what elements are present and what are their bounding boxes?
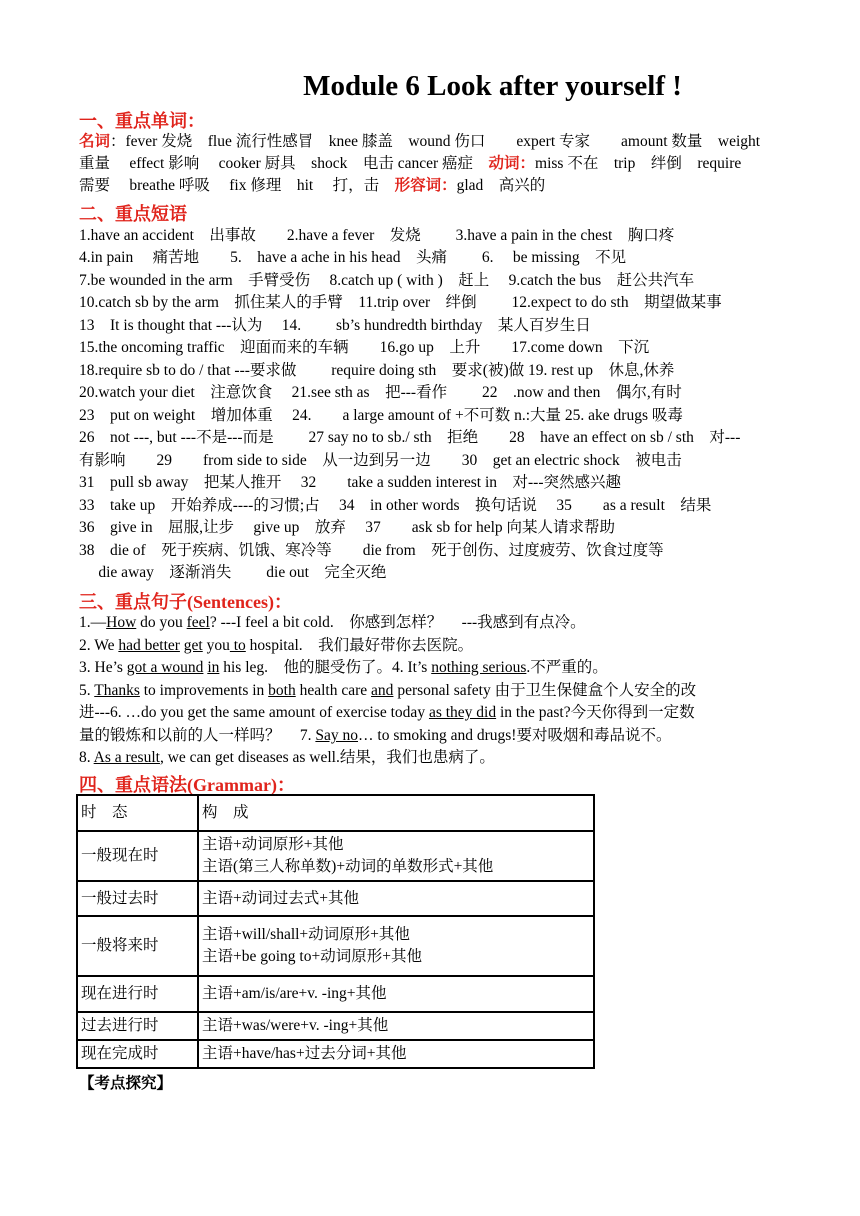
text: 量的锻炼和以前的人一样吗？ 7. [79, 727, 316, 744]
text: 2. We [79, 637, 119, 654]
structure-line: 主语+动词过去式+其他 [202, 889, 359, 907]
phrase-line: 31 pull sb away 把某人推开 32 take a sudden interest in 对---突然感兴趣 [79, 474, 621, 491]
text: … to smoking and drugs!要对吸烟和毒品说不。 [358, 727, 672, 744]
tense-cell: 一般过去时 [77, 881, 198, 916]
phrase-line: 13 It is thought that ---认为 14. sb’s hundredth birthday 某人百岁生日 [79, 317, 591, 334]
vocab-adjectives: glad 高兴的 [456, 177, 546, 194]
table-row [77, 976, 594, 1012]
grammar-table [76, 794, 595, 1069]
text: , we can get diseases as well.结果，我们也患病了。 [159, 749, 495, 766]
text: health care [295, 682, 372, 699]
sentence-line-7 [79, 747, 784, 769]
structure-cell [198, 831, 594, 881]
table-row [77, 916, 594, 976]
tense-cell: 一般现在时 [77, 831, 198, 881]
structure-cell [198, 976, 594, 1012]
phrase-line: 38 die of 死于疾病、饥饿、寒冷等 die from 死于创伤、过度疲劳、饮食过度等 [79, 542, 664, 559]
table-row [77, 881, 594, 916]
sentence-line-5 [79, 702, 784, 724]
underlined-text: and [371, 682, 394, 699]
phrase-line: 7.be wounded in the arm 手臂受伤 8.catch up ( with ) 赶上 9.catch the bus 赶公共汽车 [79, 272, 695, 289]
section-heading-vocabulary: 一、重点单词： [79, 111, 205, 131]
phrase-line: 33 take up 开始养成----的习惯;占 34 in other words 换句话说 35 as a result 结果 [79, 497, 712, 514]
phrase-line: 20.watch your diet 注意饮食 21.see sth as 把---看作 22 .now and then 偶尔,有时 [79, 384, 682, 401]
text: ? ---I feel a bit cold. 你感到怎样？ ---我感到有点冷。 [209, 614, 586, 631]
phrase-line: 有影响 29 from side to side 从一边到另一边 30 get an electric shock 被电击 [79, 452, 682, 469]
text: do you [136, 614, 187, 631]
text: you [202, 637, 230, 654]
underlined-text: as they did [428, 704, 497, 721]
underlined-text: get [183, 637, 203, 654]
text: his leg. 他的腿受伤了。4. It’s [219, 659, 432, 676]
phrase-line: 26 not ---, but ---不是---而是 27 say no to sb./ sth 拒绝 28 have an effect on sb / sth 对--- [79, 429, 741, 446]
structure-line: 主语(第三人称单数)+动词的单数形式+其他 [202, 858, 494, 875]
phrase-line: die away 逐渐消失 die out 完全灭绝 [79, 564, 387, 581]
phrase-line: 36 give in 屈服,让步 give up 放弃 37 ask sb for help 向某人请求帮助 [79, 519, 616, 536]
underlined-text: Thanks [94, 682, 140, 699]
sentence-line-4 [79, 680, 784, 702]
text: in the past?今天你得到一定数 [496, 704, 695, 721]
exam-points-heading: 【考点探究】 [79, 1075, 173, 1092]
phrase-line: 18.require sb to do / that ---要求做 require doing sth 要求(被)做 19. rest up 休息,休养 [79, 362, 675, 379]
noun-label: 名词 [79, 133, 111, 150]
text: personal safety 由于卫生保健盒个人安全的改 [393, 682, 697, 699]
vocab-verbs: miss 不在 trip 绊倒 require [535, 155, 742, 172]
structure-line: 主语+have/has+过去分词+其他 [202, 1045, 407, 1062]
phrase-line: 15.the oncoming traffic 迎面而来的车辆 16.go up 上升 17.come down 下沉 [79, 339, 650, 356]
text: 8. [79, 749, 94, 766]
vocab-line-3 [79, 175, 784, 197]
table-row [77, 831, 594, 881]
vocab-line-2 [79, 153, 784, 175]
vocab-verbs-2: 需要 breathe 呼吸 fix 修理 hit 打，击 [79, 177, 395, 194]
underlined-text: in [207, 659, 220, 676]
structure-line: 主语+动词原形+其他 [202, 836, 344, 853]
table-header-row [77, 795, 594, 831]
underlined-text: feel [186, 614, 210, 631]
structure-line: 主语+be going to+动词原形+其他 [202, 948, 422, 965]
underlined-text: How [106, 614, 137, 631]
sentence-line-6 [79, 725, 784, 747]
phrase-line: 23 put on weight 增加体重 24. a large amount of +不可数 n.:大量 25. ake drugs 吸毒 [79, 407, 683, 424]
vocab-nouns-2: 重量 effect 影响 cooker 厨具 shock 电击 cancer 癌症 [79, 155, 489, 172]
text: .不严重的。 [526, 659, 608, 676]
underlined-text: nothing serious [431, 659, 527, 676]
sentence-line-2 [79, 635, 784, 657]
header-tense: 时 态 [77, 795, 198, 831]
underlined-text: Say no [315, 727, 359, 744]
structure-cell [198, 1040, 594, 1068]
section-heading-grammar: 四、重点语法(Grammar)： [79, 775, 295, 795]
underlined-text: As a result [93, 749, 160, 766]
underlined-text: both [268, 682, 296, 699]
tense-cell: 现在完成时 [77, 1040, 198, 1068]
sentence-line-1 [79, 612, 784, 634]
phrase-line: 4.in pain 痛苦地 5. have a ache in his head 头痛 6. be missing 不见 [79, 249, 627, 266]
tense-cell: 现在进行时 [77, 976, 198, 1012]
text: 5. [79, 682, 95, 699]
underlined-text: had better [118, 637, 180, 654]
phrase-line: 1.have an accident 出事故 2.have a fever 发烧 3.have a pain in the chest 胸口疼 [79, 227, 675, 244]
structure-cell [198, 1012, 594, 1040]
sentence-line-3 [79, 657, 784, 679]
tense-cell: 一般将来时 [77, 916, 198, 976]
page-title: Module 6 Look after yourself ! [303, 70, 682, 102]
text: hospital. 我们最好带你去医院。 [245, 637, 474, 654]
structure-cell [198, 881, 594, 916]
structure-line: 主语+will/shall+动词原形+其他 [202, 926, 410, 943]
section-heading-phrases: 二、重点短语 [79, 204, 187, 224]
table-row [77, 1012, 594, 1040]
tense-cell: 过去进行时 [77, 1012, 198, 1040]
underlined-text: to [229, 637, 246, 654]
vocab-line-1 [79, 131, 784, 153]
section-heading-sentences: 三、重点句子(Sentences)： [79, 592, 292, 612]
table-row [77, 1040, 594, 1068]
text: 进---6. …do you get the same amount of exercise today [79, 704, 429, 721]
structure-line: 主语+was/were+v. -ing+其他 [202, 1017, 389, 1034]
vocab-nouns-1: ：fever 发烧 flue 流行性感冒 knee 膝盖 wound 伤口 expert 专家 amount 数量 weight [110, 133, 761, 150]
phrase-line: 10.catch sb by the arm 抓住某人的手臂 11.trip over 绊倒 12.expect to do sth 期望做某事 [79, 294, 722, 311]
verb-label: 动词： [488, 155, 536, 172]
underlined-text: got a wound [126, 659, 204, 676]
text: 1.— [79, 614, 107, 631]
header-structure: 构 成 [198, 795, 594, 831]
text: 3. He’s [79, 659, 127, 676]
structure-line: 主语+am/is/are+v. -ing+其他 [202, 985, 387, 1002]
structure-cell [198, 916, 594, 976]
text: to improvements in [139, 682, 269, 699]
adjective-label: 形容词： [394, 177, 457, 194]
